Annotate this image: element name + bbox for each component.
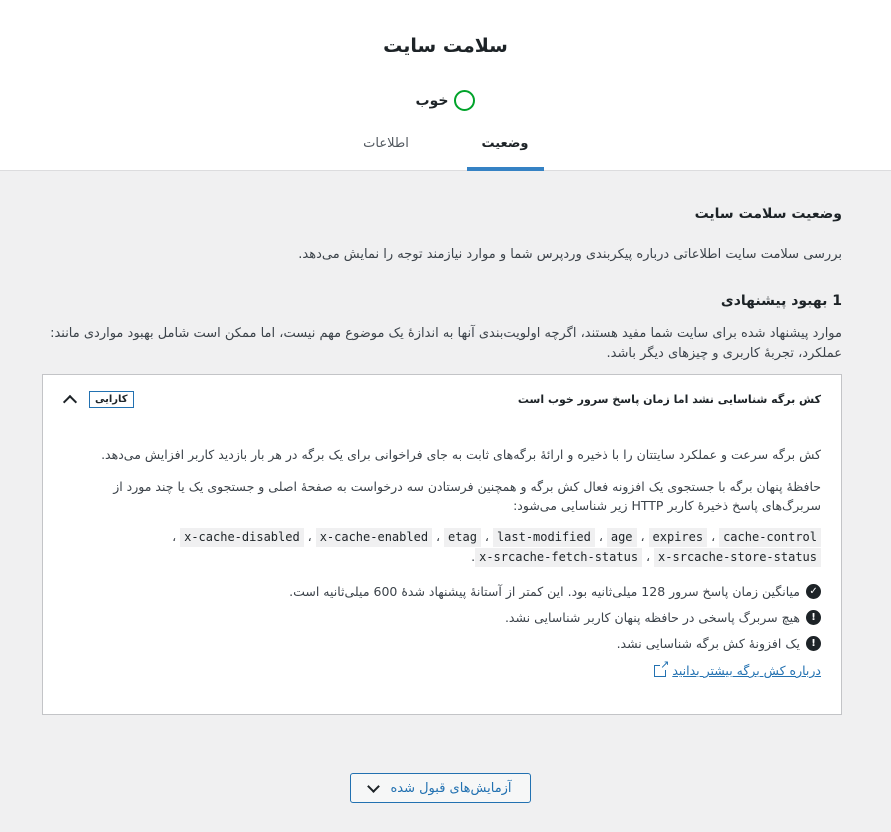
page-cache-description: کش برگه سرعت و عملکرد سایتتان را با ذخیره و ارائهٔ برگه‌های ثابت به جای فراخوانی برای یک برگه در هر بار بازدید کاربر افزایش می‌دهد. [101, 447, 821, 462]
header-code: age [607, 528, 637, 547]
tab-info[interactable]: اطلاعات [363, 136, 409, 151]
header-code: last-modified [493, 528, 595, 547]
page-title: سلامت سایت [383, 35, 508, 57]
list-item [63, 630, 821, 656]
external-link-icon [654, 665, 666, 677]
status-label: خوب [415, 92, 449, 109]
chevron-up-icon[interactable] [63, 394, 77, 408]
section-description: بررسی سلامت سایت اطلاعاتی درباره پیکربندی وردپرس شما و موارد نیازمند توجه را نمایش می‌دهد. [298, 247, 842, 262]
section-title: وضعیت سلامت سایت [694, 206, 842, 222]
check-circle-icon: ✓ [806, 584, 821, 599]
health-status [0, 90, 891, 111]
passed-tests-button[interactable] [350, 773, 531, 803]
check-results [63, 578, 821, 656]
header-code: x-srcache-store-status [654, 548, 821, 567]
tab-bar [0, 129, 891, 171]
header-code: x-srcache-fetch-status [475, 548, 642, 567]
accordion-body [43, 445, 841, 678]
accordion-controls [61, 391, 134, 408]
performance-badge: کارایی [89, 391, 134, 408]
learn-more-link[interactable]: درباره کش برگه بیشتر بدانید [672, 663, 821, 678]
tab-status[interactable]: وضعیت [467, 129, 544, 171]
recommended-group-title: 1 بهبود پیشنهادی [720, 293, 842, 309]
check-result-text: میانگین زمان پاسخ سرور 128 میلی‌ثانیه بود. این کمتر از آستانهٔ پیشنهاد شدهٔ 600 میلی‌ثانیه است. [289, 583, 800, 599]
main-content [0, 206, 891, 715]
accordion-panel [42, 374, 842, 715]
header-code: etag [444, 528, 481, 547]
page-cache-detection: حافظهٔ پنهان برگه با جستجوی یک افزونه فعال کش برگه و همچنین فرستادن سه درخواست به صفحهٔ اصلی و جستجوی یک یا چند مورد از سربرگ‌های پاسخ ذخیرهٔ کاربر HTTP زیر شناسایی می‌شود: [113, 479, 821, 513]
status-ring-icon [454, 90, 475, 111]
check-result-text: یک افزونهٔ کش برگه شناسایی نشد. [616, 635, 800, 651]
site-health-header [0, 0, 891, 171]
accordion-title: کش برگه شناسایی نشد اما زمان پاسخ سرور خوب است [517, 392, 821, 406]
warning-icon: ! [806, 610, 821, 625]
header-code: x-cache-disabled [180, 528, 304, 547]
recommended-group-description: موارد پیشنهاد شده برای سایت شما مفید هستند، اگرچه اولویت‌بندی آنها به اندازهٔ یک موضوع مهم نیست، اما ممکن است شامل بهبود مواردی مانند: عملکرد، تجربهٔ کاربری و چیزهای دیگر باشد. [50, 326, 842, 361]
passed-tests-label: آزمایش‌های قبول شده [390, 780, 512, 796]
list-item [63, 604, 821, 630]
list-item [63, 578, 821, 604]
check-result-text: هیچ سربرگ پاسخی در حافظه پنهان کاربر شناسایی نشد. [504, 609, 800, 625]
header-code: expires [649, 528, 708, 547]
header-code: x-cache-enabled [316, 528, 432, 547]
header-code: cache-control [719, 528, 821, 547]
accordion-header[interactable] [43, 375, 841, 423]
chevron-down-icon [368, 780, 381, 793]
header-list: cache-control ، expires ، age ، last-modified ، etag ، x-cache-enabled ، x-cache-disabled ، x-srcache-store-status ، x-srcache-fetch-status. [63, 527, 821, 567]
learn-more [63, 663, 821, 678]
warning-icon: ! [806, 636, 821, 651]
